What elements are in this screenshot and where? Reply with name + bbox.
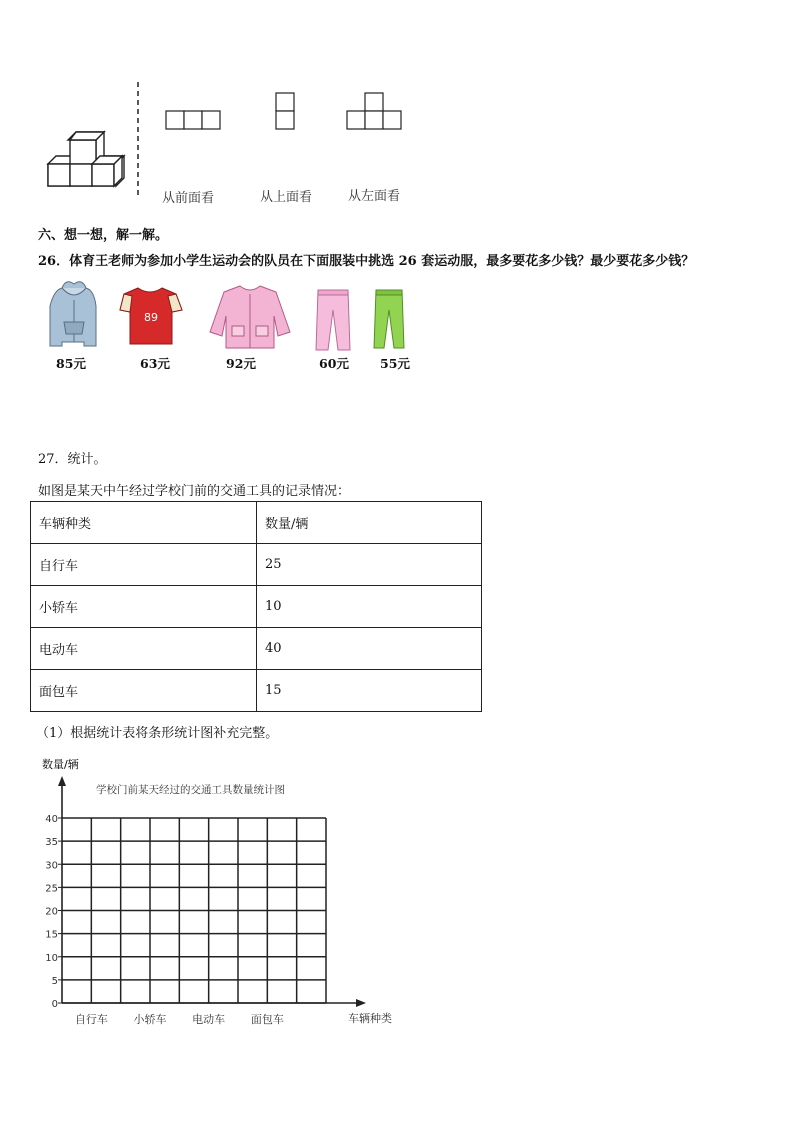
- x-axis-arrow-icon: [356, 999, 366, 1007]
- price-pants-pink: 60元: [319, 356, 349, 371]
- x-category-label: 小轿车: [133, 1013, 167, 1026]
- pants-pink-icon: [316, 290, 350, 350]
- x-category-label: 电动车: [192, 1013, 226, 1026]
- table-cell: 25: [257, 544, 482, 586]
- chart-axes: [58, 776, 366, 1007]
- question-27-title: 27．统计。: [38, 452, 107, 467]
- table-header-cell: 数量/辆: [257, 502, 482, 544]
- y-tick-label: 30: [45, 860, 58, 872]
- x-category-labels: [75, 1012, 284, 1026]
- left-view-grid: [347, 93, 401, 129]
- y-tick-label: 5: [51, 975, 58, 987]
- table-cell: 自行车: [31, 544, 257, 586]
- clothing-row: [40, 276, 420, 356]
- jacket-icon: [210, 286, 290, 348]
- price-pants-green: 55元: [380, 356, 410, 371]
- price-tshirt: 63元: [140, 356, 170, 371]
- y-tick-label: 35: [45, 837, 58, 849]
- stats-table: [30, 501, 482, 712]
- table-cell: 小轿车: [31, 586, 257, 628]
- x-category-label: 面包车: [250, 1013, 284, 1026]
- section-heading: 六、想一想，解一解。: [38, 228, 169, 243]
- caption-top-view: 从上面看: [260, 190, 313, 205]
- chart-grid: [62, 818, 326, 1003]
- front-view-grid: [166, 111, 220, 129]
- x-axis-label: 车辆种类: [348, 1012, 392, 1025]
- price-hoodie: 85元: [56, 356, 86, 371]
- sub-question-1: （1）根据统计表将条形统计图补充完整。: [36, 726, 279, 741]
- question-27-intro: 如图是某天中午经过学校门前的交通工具的记录情况：: [38, 484, 351, 499]
- caption-front-view: 从前面看: [162, 191, 215, 206]
- hoodie-icon: [50, 282, 96, 346]
- table-row: [31, 670, 482, 712]
- x-category-label: 自行车: [74, 1013, 108, 1026]
- cube-stack-drawing: [48, 132, 124, 186]
- table-row: [31, 628, 482, 670]
- table-header-row: [31, 502, 482, 544]
- table-cell: 10: [257, 586, 482, 628]
- table-row: [31, 586, 482, 628]
- table-row: [31, 544, 482, 586]
- svg-text:89: 89: [144, 311, 158, 324]
- y-tick-label: 0: [51, 999, 58, 1010]
- table-cell: 40: [257, 628, 482, 670]
- y-tick-label: 25: [45, 883, 58, 895]
- table-header-cell: 车辆种类: [31, 502, 257, 544]
- y-axis-label: 数量/辆: [42, 758, 79, 771]
- y-tick-label: 15: [45, 929, 58, 941]
- y-axis-arrow-icon: [58, 776, 66, 786]
- table-cell: 电动车: [31, 628, 257, 670]
- table-cell: 15: [257, 670, 482, 712]
- caption-left-view: 从左面看: [348, 189, 401, 204]
- price-jacket: 92元: [226, 356, 256, 371]
- tshirt-icon: [120, 288, 182, 344]
- y-tick-label: 10: [45, 952, 58, 964]
- question-26-text: 26．体育王老师为参加小学生运动会的队员在下面服装中挑选 26 套运动服，最多要花多少钱？最少要花多少钱？: [38, 254, 695, 269]
- bar-chart: [30, 752, 410, 1042]
- y-tick-label: 40: [45, 814, 58, 825]
- y-tick-label: 20: [45, 906, 58, 918]
- chart-title: 学校门前某天经过的交通工具数量统计图: [96, 784, 285, 796]
- top-view-grid: [276, 93, 294, 129]
- table-cell: 面包车: [31, 670, 257, 712]
- pants-green-icon: [374, 290, 404, 348]
- y-tick-labels: [45, 814, 62, 1010]
